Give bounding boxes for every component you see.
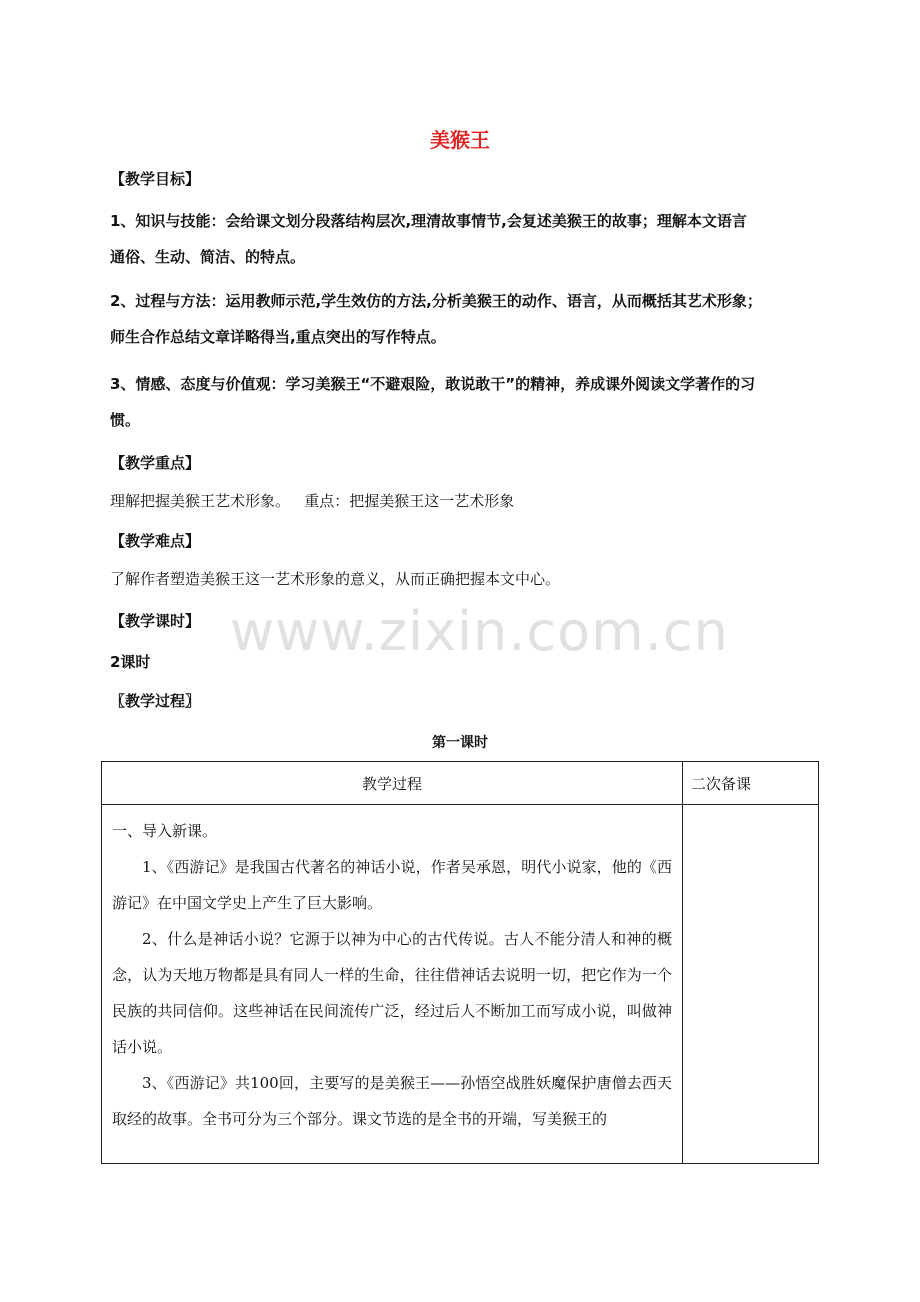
objective-2-line-2: 师生合作总结文章详略得当,重点突出的写作特点。 bbox=[110, 328, 446, 346]
objective-1-line-1: 1、知识与技能：会给课文划分段落结构层次,理清故事情节,会复述美猴王的故事；理解本文语言 bbox=[110, 212, 747, 230]
difficulty-text: 了解作者塑造美猴王这一艺术形象的意义，从而正确把握本文中心。 bbox=[110, 570, 561, 588]
paragraph-2: 2、什么是神话小说？它源于以神为中心的古代传说。古人不能分清人和神的概念，认为天地万物都是具有同人一样的生命，往往借神话去说明一切，把它作为一个民族的共同信仰。这些神话在民间流传广泛，经过后人不断加工而写成小说，叫做神话小说。 bbox=[112, 930, 672, 1056]
process-cell bbox=[102, 805, 683, 1164]
lesson-table bbox=[101, 761, 819, 1164]
focus-text: 理解把握美猴王艺术形象。 重点：把握美猴王这一艺术形象 bbox=[110, 492, 515, 510]
objective-2 bbox=[110, 283, 810, 355]
objective-1-line-2: 通俗、生动、简洁、的特点。 bbox=[110, 248, 306, 266]
objective-2-line-1: 2、过程与方法：运用教师示范,学生效仿的方法,分析美猴王的动作、语言，从而概括其艺术形象； bbox=[110, 292, 762, 310]
page-title: 美猴王 bbox=[430, 128, 490, 152]
hours-text: 2课时 bbox=[110, 653, 151, 671]
paragraph-1: 1、《西游记》是我国古代著名的神话小说，作者吴承恩，明代小说家，他的《西游记》在中国文学史上产生了巨大影响。 bbox=[112, 858, 672, 912]
intro-line: 一、导入新课。 bbox=[112, 822, 218, 840]
objective-3-line-2: 惯。 bbox=[110, 411, 141, 429]
watermark: www.zixin.com.cn bbox=[230, 600, 729, 663]
objective-1 bbox=[110, 203, 810, 275]
objective-3 bbox=[110, 366, 810, 438]
focus-heading: 【教学重点】 bbox=[110, 454, 201, 472]
objective-3-line-1: 3、情感、态度与价值观：学习美猴王“不避艰险，敢说敢干”的精神，养成课外阅读文学著作的习 bbox=[110, 375, 756, 393]
notes-cell bbox=[683, 805, 819, 1164]
difficulty-heading: 【教学难点】 bbox=[110, 532, 201, 550]
column-header-process: 教学过程 bbox=[102, 762, 683, 805]
column-header-notes: 二次备课 bbox=[683, 762, 819, 805]
lesson-title: 第一课时 bbox=[432, 735, 488, 751]
paragraph-3: 3、《西游记》共100回，主要写的是美猴王——孙悟空战胜妖魔保护唐僧去西天取经的故事。全书可分为三个部分。课文节选的是全书的开端，写美猴王的 bbox=[112, 1074, 672, 1128]
hours-heading: 【教学课时】 bbox=[110, 612, 201, 630]
objectives-heading: 【教学目标】 bbox=[110, 170, 201, 188]
process-heading: 〖教学过程〗 bbox=[110, 692, 201, 710]
